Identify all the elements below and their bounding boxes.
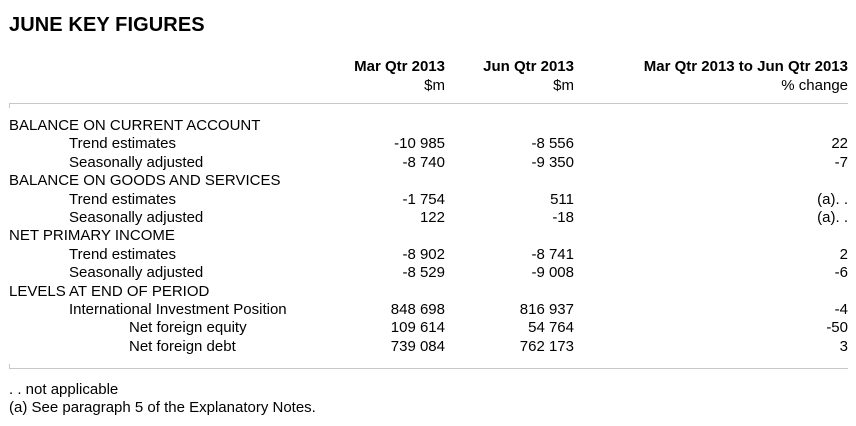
header-divider-tick <box>9 103 10 108</box>
footnote-a: (a) See paragraph 5 of the Explanatory Notes. <box>9 399 316 416</box>
table-cell: 3 <box>839 337 848 355</box>
table-cell: 848 698 <box>390 300 445 318</box>
footer-divider-tick <box>9 364 10 369</box>
table-row <box>0 301 856 319</box>
table-cell: -6 <box>834 264 848 282</box>
row-label: Net foreign debt <box>129 337 236 355</box>
table-row <box>0 154 856 172</box>
table-cell: (a). . <box>817 190 848 208</box>
table-row <box>0 264 856 282</box>
table-cell: 109 614 <box>390 319 445 337</box>
row-label: Seasonally adjusted <box>69 153 204 171</box>
row-label: Trend estimates <box>69 135 176 153</box>
row-label: Trend estimates <box>69 190 176 208</box>
section-heading: BALANCE ON CURRENT ACCOUNT <box>9 117 261 134</box>
row-label: Seasonally adjusted <box>69 208 204 226</box>
page-title: JUNE KEY FIGURES <box>9 14 205 36</box>
table-cell: -1 754 <box>402 190 445 208</box>
table-cell: -10 985 <box>394 135 445 153</box>
table-row <box>0 319 856 337</box>
table-cell: -8 529 <box>402 264 445 282</box>
table-row <box>0 246 856 264</box>
table-cell: 122 <box>419 208 445 226</box>
table-cell: -7 <box>834 153 848 171</box>
section-heading: LEVELS AT END OF PERIOD <box>9 282 210 300</box>
column-heading-mar-qtr: Mar Qtr 2013 <box>354 58 445 75</box>
table-cell: 816 937 <box>519 300 574 318</box>
row-label: Net foreign equity <box>129 319 247 337</box>
table-cell: -18 <box>552 208 574 226</box>
table-cell: -4 <box>834 300 848 318</box>
table-cell: 54 764 <box>528 319 574 337</box>
table-cell: -8 741 <box>531 245 574 263</box>
table-cell: (a). . <box>817 208 848 226</box>
table-row <box>0 338 856 356</box>
header-divider <box>9 103 848 104</box>
column-heading-jun-qtr: Jun Qtr 2013 <box>483 58 574 75</box>
table-row <box>0 227 856 245</box>
table-cell: 2 <box>839 245 848 263</box>
table-row <box>0 283 856 301</box>
table-cell: -9 350 <box>531 153 574 171</box>
table-cell: -8 902 <box>402 245 445 263</box>
table-row <box>0 117 856 135</box>
table-cell: 22 <box>831 135 848 153</box>
key-figures-table <box>0 117 856 356</box>
row-label: Trend estimates <box>69 245 176 263</box>
table-cell: -50 <box>826 319 848 337</box>
row-label: International Investment Position <box>69 300 287 318</box>
column-heading-change: Mar Qtr 2013 to Jun Qtr 2013 <box>643 58 848 75</box>
table-row <box>0 172 856 190</box>
column-unit-jun-qtr: $m <box>553 77 574 94</box>
section-heading: NET PRIMARY INCOME <box>9 227 175 245</box>
table-cell: -8 740 <box>402 153 445 171</box>
table-row <box>0 209 856 227</box>
table-cell: -9 008 <box>531 264 574 282</box>
section-heading: BALANCE ON GOODS AND SERVICES <box>9 172 281 190</box>
row-label: Seasonally adjusted <box>69 264 204 282</box>
table-row <box>0 135 856 153</box>
table-row <box>0 191 856 209</box>
table-cell: 762 173 <box>519 337 574 355</box>
table-cell: 511 <box>550 190 574 208</box>
footnote-not-applicable: . . not applicable <box>9 381 119 398</box>
table-cell: -8 556 <box>531 135 574 153</box>
column-unit-change: % change <box>781 77 848 94</box>
table-cell: 739 084 <box>390 337 445 355</box>
footer-divider <box>9 368 848 369</box>
column-unit-mar-qtr: $m <box>424 77 445 94</box>
